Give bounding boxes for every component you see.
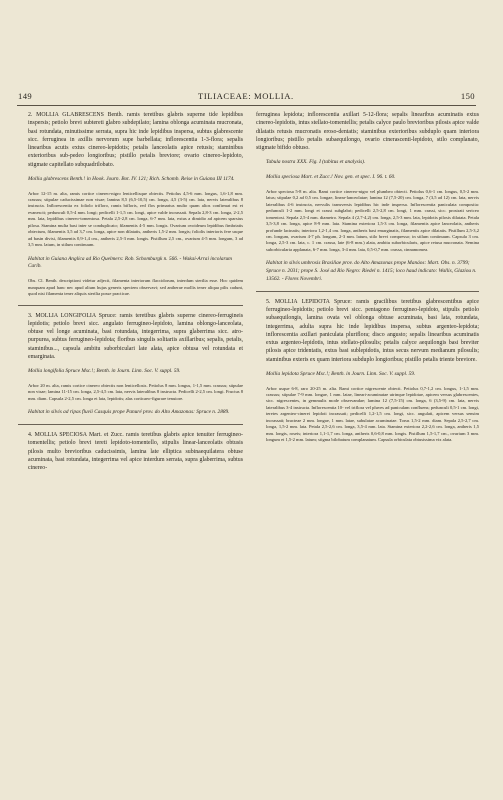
section-divider: [18, 424, 243, 425]
species-4-details: Arbor speciosa 5-8 m. alta. Rami cortice cinereo-nigro vel plumbeo obtecti. Petiolus 0,6-1 cm. longus, 0,5-2 mm. latus; stipulae 0,2 ad 0,5 cm. longae, linear-lanceolatae; lamina 12 (7,5-20) cm. longa, 7 (3,5 ad 12) cm. lata, nervis lateralibus 4-6 instructa, nervulis transversis lepidibus hic inde inspersa. Inflorescentia paniculata composita: pedunculi 1-2 mm. longi et crassi subglabri; pedicelli 2,5-2,8 cm. longi, 1 mm. crassi, sicc. prostrati sericeo tomentosi. Sepala 2,5-4 mm. diametro. Sepala 4 (2,7-4,2) cm. longa, 2,5-3 mm. lata, lepidotis pilosis dilatata. Petala 3,5-3,8 cm. longa, apice 8-9 mm. lata. Stamina exteriora 1,5-3 cm. longa, filamentis apice lanceolatis, antheris profunde lacinatis; interiora 1,2-1,4 cm. longa, antheris basi emarginatis, filamentis apice dilatatis. Pistillum 2,5-3,2 cm. longum, ovarium 4-7 ph. longum, 2-3 mm. latum, stilo brevi compresso; in stilum continuum. Capsula 3 cm. longa, 2,5-3 cm. lata, c. 1 cm. crassa, late (6-8 mm.) alata, ambitu suborbicularis, apice retusa mucronata. Semina suborbicularia applanata, 6-7 mm. longa, 3-4 mm. lata, 0,5-0,7 mm. crassa, cinnamomea.: [266, 188, 479, 252]
species-2-citation: Mollia glabrescens Benth.! in Hook. Journ. Bot. IV. 121; Rich. Schomb. Reise in Guiana III 1174.: [28, 175, 235, 182]
species-2-details: Arbor 12-15 m. alta, ramis cortice cinereo-nigro lenticellisque obtectis. Petiolus 4,5-6 mm. longus, 1,6-1,8 mm. crassus; stipulae caducissimae non visae; lamina 8,5 (6,5-10,5) cm. longa, 4,5 (3-5) cm. lata, nervis lateralibus 8 instructa. Inflorescentia ex foliolo trifloro, ramis bifloris, red flos primarius multo quam alios confirmat est et evanescit; pedunculi 0,5-4 mm. longi; pedicelli 1-1,5 cm. longi, apice valde incrassati. Sepala 2,8-3 cm. longa, 2-2,5 mm. lata, lepidibus cinereo-tomentosa. Petala 2,5-2,8 cm. longa, 6-7 mm. lata, extus a dimidio ad apicem sparsius pilosa. Stamina multa basi inter se conduplicato; filamentis 4-5 mm. longis. Ovarium ovoideum lepidibus fimbriatis obtectum, filamentis 3,5 ad 3,7 cm. longa, apice non dilatatis, antheris 1,5-2 mm. longis; foliolis interioris fere usque ad basin divisi, filamentis 0,9-1,4 cm., antheris 2,5-3 mm. longis. Pistillum 2,5 cm., ovarium 4-5 mm. longum, 3 ad 3,5 mm. latum, in stilum continuum.: [28, 190, 243, 248]
section-divider: [18, 305, 243, 306]
species-4-habitat: Habitat in silvis umbrosis Brasiliae prov. do Alto Amazonas prope Manáos: Mart. Obs. n. 3799; Spruce n. 2031; prope S. José ad Rio Negro: Riedel n. 1415; loco haud indicato: Wallis, Glaziou n. 13562. - Flores Novembri.: [266, 260, 477, 282]
header-rule: [17, 105, 476, 106]
species-5-description: 5. MOLLIA LEPIDOTA Spruce: ramis gracilibus teretibus glabrescentibus apice ferrugineo-lepidotis; petiolo brevi sicc. pentagono ferrugineo-lepidoto, stipulis petiolo subaequilongis, lamina ovata vel oblonga obtuse acuminata, basi lata, rotundata, integerrima, adulta supra hic inde lepidibus inspersa, subtus argenteo-lepidota; inflorescentia axillari paniculata pluriflora; disco angusto; sepalis linearibus acuminatis extus argenteo-lepidotis, intus stellato-pilosulis; petalis calyce aequilongis basi breviter pilosis apice tridentatis, extus basi sublepidotis, intus secus nervum medianum pilosulis; staminibus exteris ex quam interiora subduplo longioribus; pistillo petalis triente breviore.: [266, 298, 479, 363]
species-5-citation: Mollia lepidota Spruce Msc.!; Benth. in Journ. Linn. Soc. V. suppl. 59.: [266, 370, 416, 377]
species-3-citation: Mollia longifolia Spruce Msc.!; Benth. in Journ. Linn. Soc. V. suppl. 59.: [28, 368, 181, 375]
running-header: [18, 91, 475, 105]
species-4-plate-reference: Tabula nostra XXX. Fig. I (tabitus et analysis).: [266, 159, 366, 166]
page-number-left: 149: [18, 91, 33, 101]
species-4-description-continued: ferruginea lepidota; inflorescentia axillari 5-12-flora; sepalis linearibus acuminatis extus cinereo-lepidotis, intus stellato-tomentellis; petalis calyce paulo brevioribus pilosis apice valde dilatatis retusis mucronatis eroso-dentatis; staminibus exterioribus subduplo quam interiora longioribus; pistillo petalis subaequilongo, ovario cinerascenti-lepidoto, stilo complanato, stigmate bifido obtuso.: [256, 112, 479, 151]
page-number-right: 150: [460, 91, 475, 101]
section-divider: [256, 291, 479, 292]
right-column: [256, 111, 479, 771]
running-title: TILIACEAE: MOLLIA.: [198, 91, 294, 101]
species-3-details: Arbor 20 m. alta, ramis cortice cinereo obtectis non lenticellosis. Petiolus 8 mm. longus, 1-1,5 mm. crassus; stipulae non visae; lamina 11-15 cm. longa, 2,5-4,5 cm. lata, nervis lateralibus 8 instructa. Pedicelli 2-2,5 cm. longi. Fructus 8 mm. diam. Capsula 2-2,5 cm. longa et lata, lepidotis; alas corticaeo-figurare tenuiore.: [28, 382, 243, 401]
species-2-observation: Obs. Cl. Benth. descriptioni videtur adjecit, filamenta interiorum flaccidorum, interdum sterilia esse. Hoc quidem nunquam apud hanc nec apud alium hujus generis speciem observavi; sed antherae mollis tener aliqua pilis cadunt, quod nisi filamenta tener aliquis sterilia posse practicae.: [28, 278, 243, 297]
species-5-details: Arbor usque 6-8, raro 20-25 m. alta. Rami cortice nigrescente obtecti. Petiolus 0,7-1,2 cm. longus, 1-1,5 mm. crassus; stipulae 7-9 mm. longae, 1 mm. latae, lineari-acuminatae utrinque lepidotae, apicem versus glabrescentes, sicc. nigrescentes, in gemmulis mode observandae; lamina 12 (7,5-15) cm. longa, 6 (3,5-9) cm. lata, nervis lateralibus 3-4 instructa. Inflorescentia 10- vel triflora vel pluves ad paniculam confluens; pedunculi 0,5-1 cm. longi, teretes argenteo-cinerei lepidoti incrassati; pedicelli 1,2-1,5 cm. longi, sicc. angulati, apicem versus sensim incrassati; bracteae 2 mm. longae, 1 mm. latae, subulatae acuminatae. Torus 1,5-2 mm. diam. Sepala 2,5-2,7 cm. longa, 1,5-2 mm. lata. Petala 2,5-2,6 cm. longa, 3,5-4 mm. lata. Stamina exteriora 2,2-2,6 cm. longa, antheris 1,5 mm. longis, roseis; interiora 1,1-1,7 cm. longa, antheris 0,6-0,8 mm. longis. Pistillum 1,5-1,7 cm., ovarium 3 mm. longum et 1,5-2 mm. latum; stigma bilobatum complanatum. Capsula orbiculata obtusissima vix alata.: [266, 385, 479, 443]
species-2-description: 2. MOLLIA GLABRESCENS Benth. ramis teretibus glabris superne tide lepidibus inspersis; petiolo brevi subtereti glabro subdepilato; lamina oblonga acuminata mucronata, basi rotundata, minutissime serrata, supra hic inde lepidibus inspersa, subtus glabrescente sicc. ferruginea in axillis nervorum supe barbellata; inflorescentia 1-3-flora; sepalis linearibus acutis extus cinereo-lepidotis; petalis lanceolatis apice retusis; staminibus exterioribus sub-pedeo longioribus; pistillo petalis breviore; ovario cinereo-lepidoto, stigmate capitellato subquadrilobato.: [28, 112, 243, 168]
species-3-habitat: Habitat in silvis ad ripas fluvii Casquis prope Panuré prov. do Alto Amazonas: Spruce n. 2889.: [28, 409, 230, 416]
species-3-description: 3. MOLLIA LONGIFOLIA Spruce: ramis teretibus glabris superne cinereo-ferrugineis lepidotis; petiolo brevi sicc. angulato ferrugineo-lepidoto, lamina oblongo-lanceolata, obtuse vel longe acuminata, basi rotundata, integerrima, supra glaberrima sicc. atro-purpurea, subtus ferrugineo-lepidota; floribus singulis solitariis axillaribus; sepalis, petalis, staminibus..., capsula ambitu suborbiculari late alata, apice obtusa vel rotundata et emarginata.: [28, 312, 243, 360]
left-column: [18, 111, 243, 771]
species-4-citation: Mollia speciosa Mart. et Zucc.! Nov. gen. et spec. I. 96. t. 60.: [266, 174, 396, 181]
species-4-description: 4. MOLLIA SPECIOSA Mart. et Zucc. ramis teretibus glabris apice tenuiter ferrugineo-tomentellis; petiolo brevi tereti lepidoto-tomentello, stipulis linear-lanceolatis obtusis pilosis multo brevioribus caducissimis, lamina late elliptica subinaequilatera obtuse acuminata, basi rotundata, integerrima vel apice interdum serrata, supra glaberrima, subtus cinereo-: [28, 432, 243, 472]
species-2-habitat: Habitat in Guiana Anglica ad Rio Quelmers: Rob. Schomburgk n. 566. - Wakai-Arrai incolarum Carib.: [28, 255, 233, 270]
